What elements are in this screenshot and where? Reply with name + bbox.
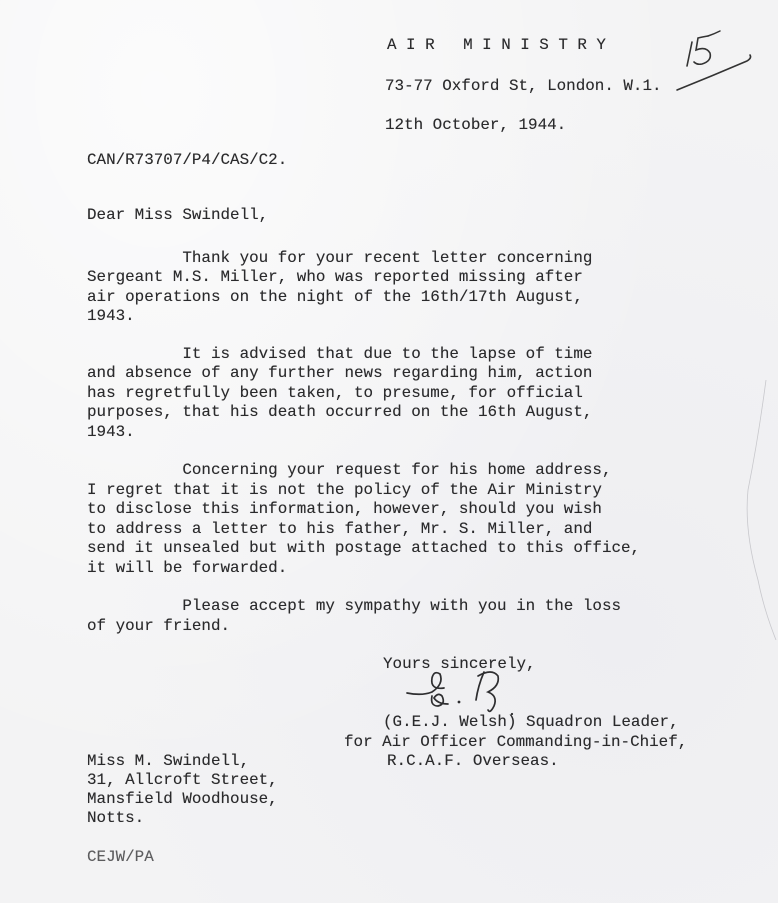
letterhead-address: 73-77 Oxford St, London. W.1. xyxy=(385,77,662,95)
file-reference: CAN/R73707/P4/CAS/C2. xyxy=(87,151,288,169)
signatory-on-behalf-of: for Air Officer Commanding-in-Chief, xyxy=(344,733,688,751)
salutation: Dear Miss Swindell, xyxy=(87,206,269,224)
address-line: Notts. xyxy=(87,809,145,827)
handwritten-page-number xyxy=(672,28,762,98)
typist-reference: CEJW/PA xyxy=(87,848,154,866)
paragraph-line: to disclose this information, however, should you wish xyxy=(87,500,602,518)
signatory-unit: R.C.A.F. Overseas. xyxy=(387,752,559,770)
paragraph-line: 1943. xyxy=(87,423,135,441)
address-line: Mansfield Woodhouse, xyxy=(87,790,278,808)
paragraph-line: Sergeant M.S. Miller, who was reported missing after xyxy=(87,268,583,286)
address-line: Miss M. Swindell, xyxy=(87,752,250,770)
paper-crease xyxy=(718,380,778,640)
letterhead-organization: AIR MINISTRY xyxy=(387,36,616,54)
paragraph-line: Please accept my sympathy with you in the loss xyxy=(87,597,622,615)
paragraph-line: and absence of any further news regarding him, action xyxy=(87,364,593,382)
paragraph-line: 1943. xyxy=(87,307,135,325)
paragraph-line: has regretfully been taken, to presume, for official xyxy=(87,384,583,402)
paragraph-line: I regret that it is not the policy of the Air Ministry xyxy=(87,481,602,499)
paragraph-line: Concerning your request for his home address, xyxy=(87,461,612,479)
letter-date: 12th October, 1944. xyxy=(385,116,567,134)
paragraph-line: of your friend. xyxy=(87,617,231,635)
signatory-name-rank: (G.E.J. Welsh) Squadron Leader, xyxy=(383,713,679,731)
paragraph-line: to address a letter to his father, Mr. S. Miller, and xyxy=(87,520,593,538)
handwritten-signature xyxy=(404,666,529,718)
paragraph-line: It is advised that due to the lapse of time xyxy=(87,345,593,363)
valediction: Yours sincerely, xyxy=(383,655,536,673)
paragraph-line: send it unsealed but with postage attached to this office, xyxy=(87,539,641,557)
paragraph-line: purposes, that his death occurred on the 16th August, xyxy=(87,403,593,421)
paragraph-line: it will be forwarded. xyxy=(87,559,288,577)
paragraph-line: Thank you for your recent letter concerning xyxy=(87,249,593,267)
paragraph-line: air operations on the night of the 16th/17th August, xyxy=(87,288,583,306)
address-line: 31, Allcroft Street, xyxy=(87,771,278,789)
